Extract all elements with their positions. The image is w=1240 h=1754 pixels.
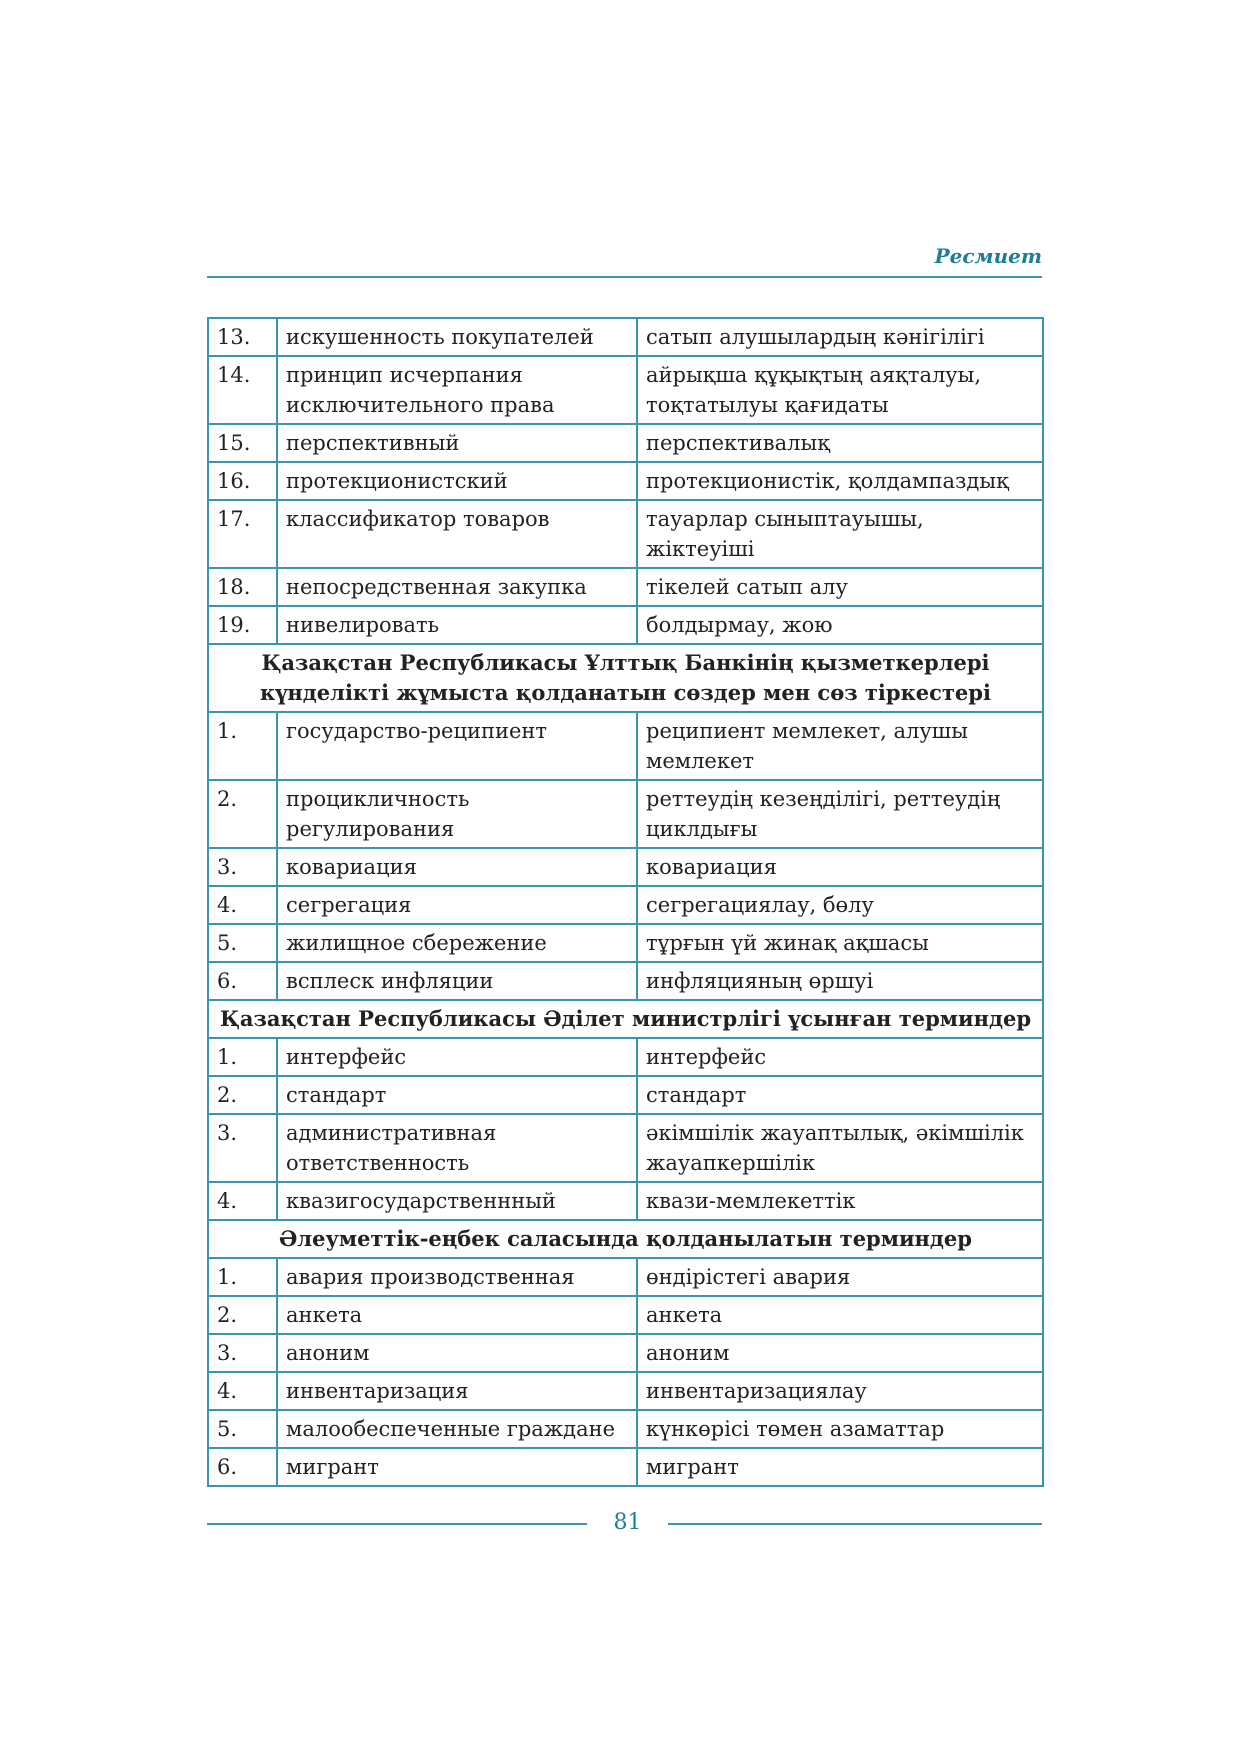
kazakh-term: тікелей сатып алу [637,568,1043,606]
kazakh-term: перспективалық [637,424,1043,462]
kazakh-term: сегрегациялау, бөлу [637,886,1043,924]
kazakh-term: тауарлар сыныптауышы, жіктеуіші [637,500,1043,568]
russian-term: жилищное сбережение [277,924,637,962]
row-number: 4. [208,1182,277,1220]
table-row [208,712,1043,780]
row-number: 4. [208,1372,277,1410]
row-number: 4. [208,886,277,924]
row-number: 14. [208,356,277,424]
table-row [208,1258,1043,1296]
kazakh-term: сатып алушылардың кәнігілігі [637,318,1043,356]
kazakh-term: инвентаризациялау [637,1372,1043,1410]
table-row [208,1334,1043,1372]
kazakh-term: протекционистік, қолдампаздық [637,462,1043,500]
table-row [208,1448,1043,1486]
row-number: 13. [208,318,277,356]
russian-term: всплеск инфляции [277,962,637,1000]
row-number: 2. [208,1296,277,1334]
table-row [208,606,1043,644]
kazakh-term: анкета [637,1296,1043,1334]
russian-term: ковариация [277,848,637,886]
russian-term: непосредственная закупка [277,568,637,606]
russian-term: стандарт [277,1076,637,1114]
russian-term: принцип исчерпания исключительного права [277,356,637,424]
row-number: 17. [208,500,277,568]
russian-term: административная ответственность [277,1114,637,1182]
row-number: 3. [208,848,277,886]
russian-term: малообеспеченные граждане [277,1410,637,1448]
row-number: 5. [208,924,277,962]
kazakh-term: өндірістегі авария [637,1258,1043,1296]
row-number: 1. [208,1038,277,1076]
russian-term: интерфейс [277,1038,637,1076]
kazakh-term: аноним [637,1334,1043,1372]
table-row [208,462,1043,500]
row-number: 6. [208,962,277,1000]
table-row [208,568,1043,606]
russian-term: классификатор товаров [277,500,637,568]
kazakh-term: болдырмау, жою [637,606,1043,644]
russian-term: протекционистский [277,462,637,500]
kazakh-term: реципиент мемлекет, алушы мемлекет [637,712,1043,780]
table-row [208,1038,1043,1076]
table-row [208,780,1043,848]
kazakh-term: реттеудің кезеңділігі, реттеудің циклдығы [637,780,1043,848]
section-header-row [208,1000,1043,1038]
terms-table-body [208,318,1043,1486]
table-row [208,1114,1043,1182]
table-row [208,886,1043,924]
russian-term: нивелировать [277,606,637,644]
russian-term: искушенность покупателей [277,318,637,356]
section-title: Қазақстан Республикасы Ұлттық Банкінің қызметкерлері күнделікті жұмыста қолданатын сөздер мен сөз тіркестері [208,644,1043,712]
table-row [208,1182,1043,1220]
table-row [208,924,1043,962]
russian-term: авария производственная [277,1258,637,1296]
header-rule [207,276,1042,278]
row-number: 19. [208,606,277,644]
row-number: 1. [208,712,277,780]
table-row [208,848,1043,886]
russian-term: квазигосударственнный [277,1182,637,1220]
kazakh-term: айрықша құқықтың аяқталуы, тоқтатылуы қағидаты [637,356,1043,424]
row-number: 2. [208,780,277,848]
kazakh-term: стандарт [637,1076,1043,1114]
row-number: 6. [208,1448,277,1486]
footer-rule-left [207,1523,587,1525]
kazakh-term: инфляцияның өршуі [637,962,1043,1000]
section-header-row [208,1220,1043,1258]
kazakh-term: мигрант [637,1448,1043,1486]
russian-term: государство-реципиент [277,712,637,780]
table-row [208,318,1043,356]
kazakh-term: тұрғын үй жинақ ақшасы [637,924,1043,962]
row-number: 18. [208,568,277,606]
page-number: 81 [613,1510,642,1535]
russian-term: перспективный [277,424,637,462]
kazakh-term: ковариация [637,848,1043,886]
row-number: 15. [208,424,277,462]
terms-table [207,317,1044,1487]
table-row [208,1410,1043,1448]
russian-term: аноним [277,1334,637,1372]
table-row [208,962,1043,1000]
russian-term: мигрант [277,1448,637,1486]
footer-rule-right [668,1523,1042,1525]
russian-term: сегрегация [277,886,637,924]
table-row [208,356,1043,424]
table-row [208,1296,1043,1334]
row-number: 16. [208,462,277,500]
kazakh-term: әкімшілік жауаптылық, әкімшілік жауапкершілік [637,1114,1043,1182]
row-number: 2. [208,1076,277,1114]
table-row [208,1076,1043,1114]
table-row [208,1372,1043,1410]
table-row [208,500,1043,568]
kazakh-term: квази-мемлекеттік [637,1182,1043,1220]
row-number: 5. [208,1410,277,1448]
russian-term: анкета [277,1296,637,1334]
row-number: 1. [208,1258,277,1296]
russian-term: процикличность регулирования [277,780,637,848]
table-row [208,424,1043,462]
russian-term: инвентаризация [277,1372,637,1410]
running-title: Ресмиет [934,244,1042,268]
section-header-row [208,644,1043,712]
row-number: 3. [208,1334,277,1372]
section-title: Әлеуметтік-еңбек саласында қолданылатын терминдер [208,1220,1043,1258]
kazakh-term: интерфейс [637,1038,1043,1076]
section-title: Қазақстан Республикасы Әділет министрлігі ұсынған терминдер [208,1000,1043,1038]
kazakh-term: күнкөрісі төмен азаматтар [637,1410,1043,1448]
row-number: 3. [208,1114,277,1182]
